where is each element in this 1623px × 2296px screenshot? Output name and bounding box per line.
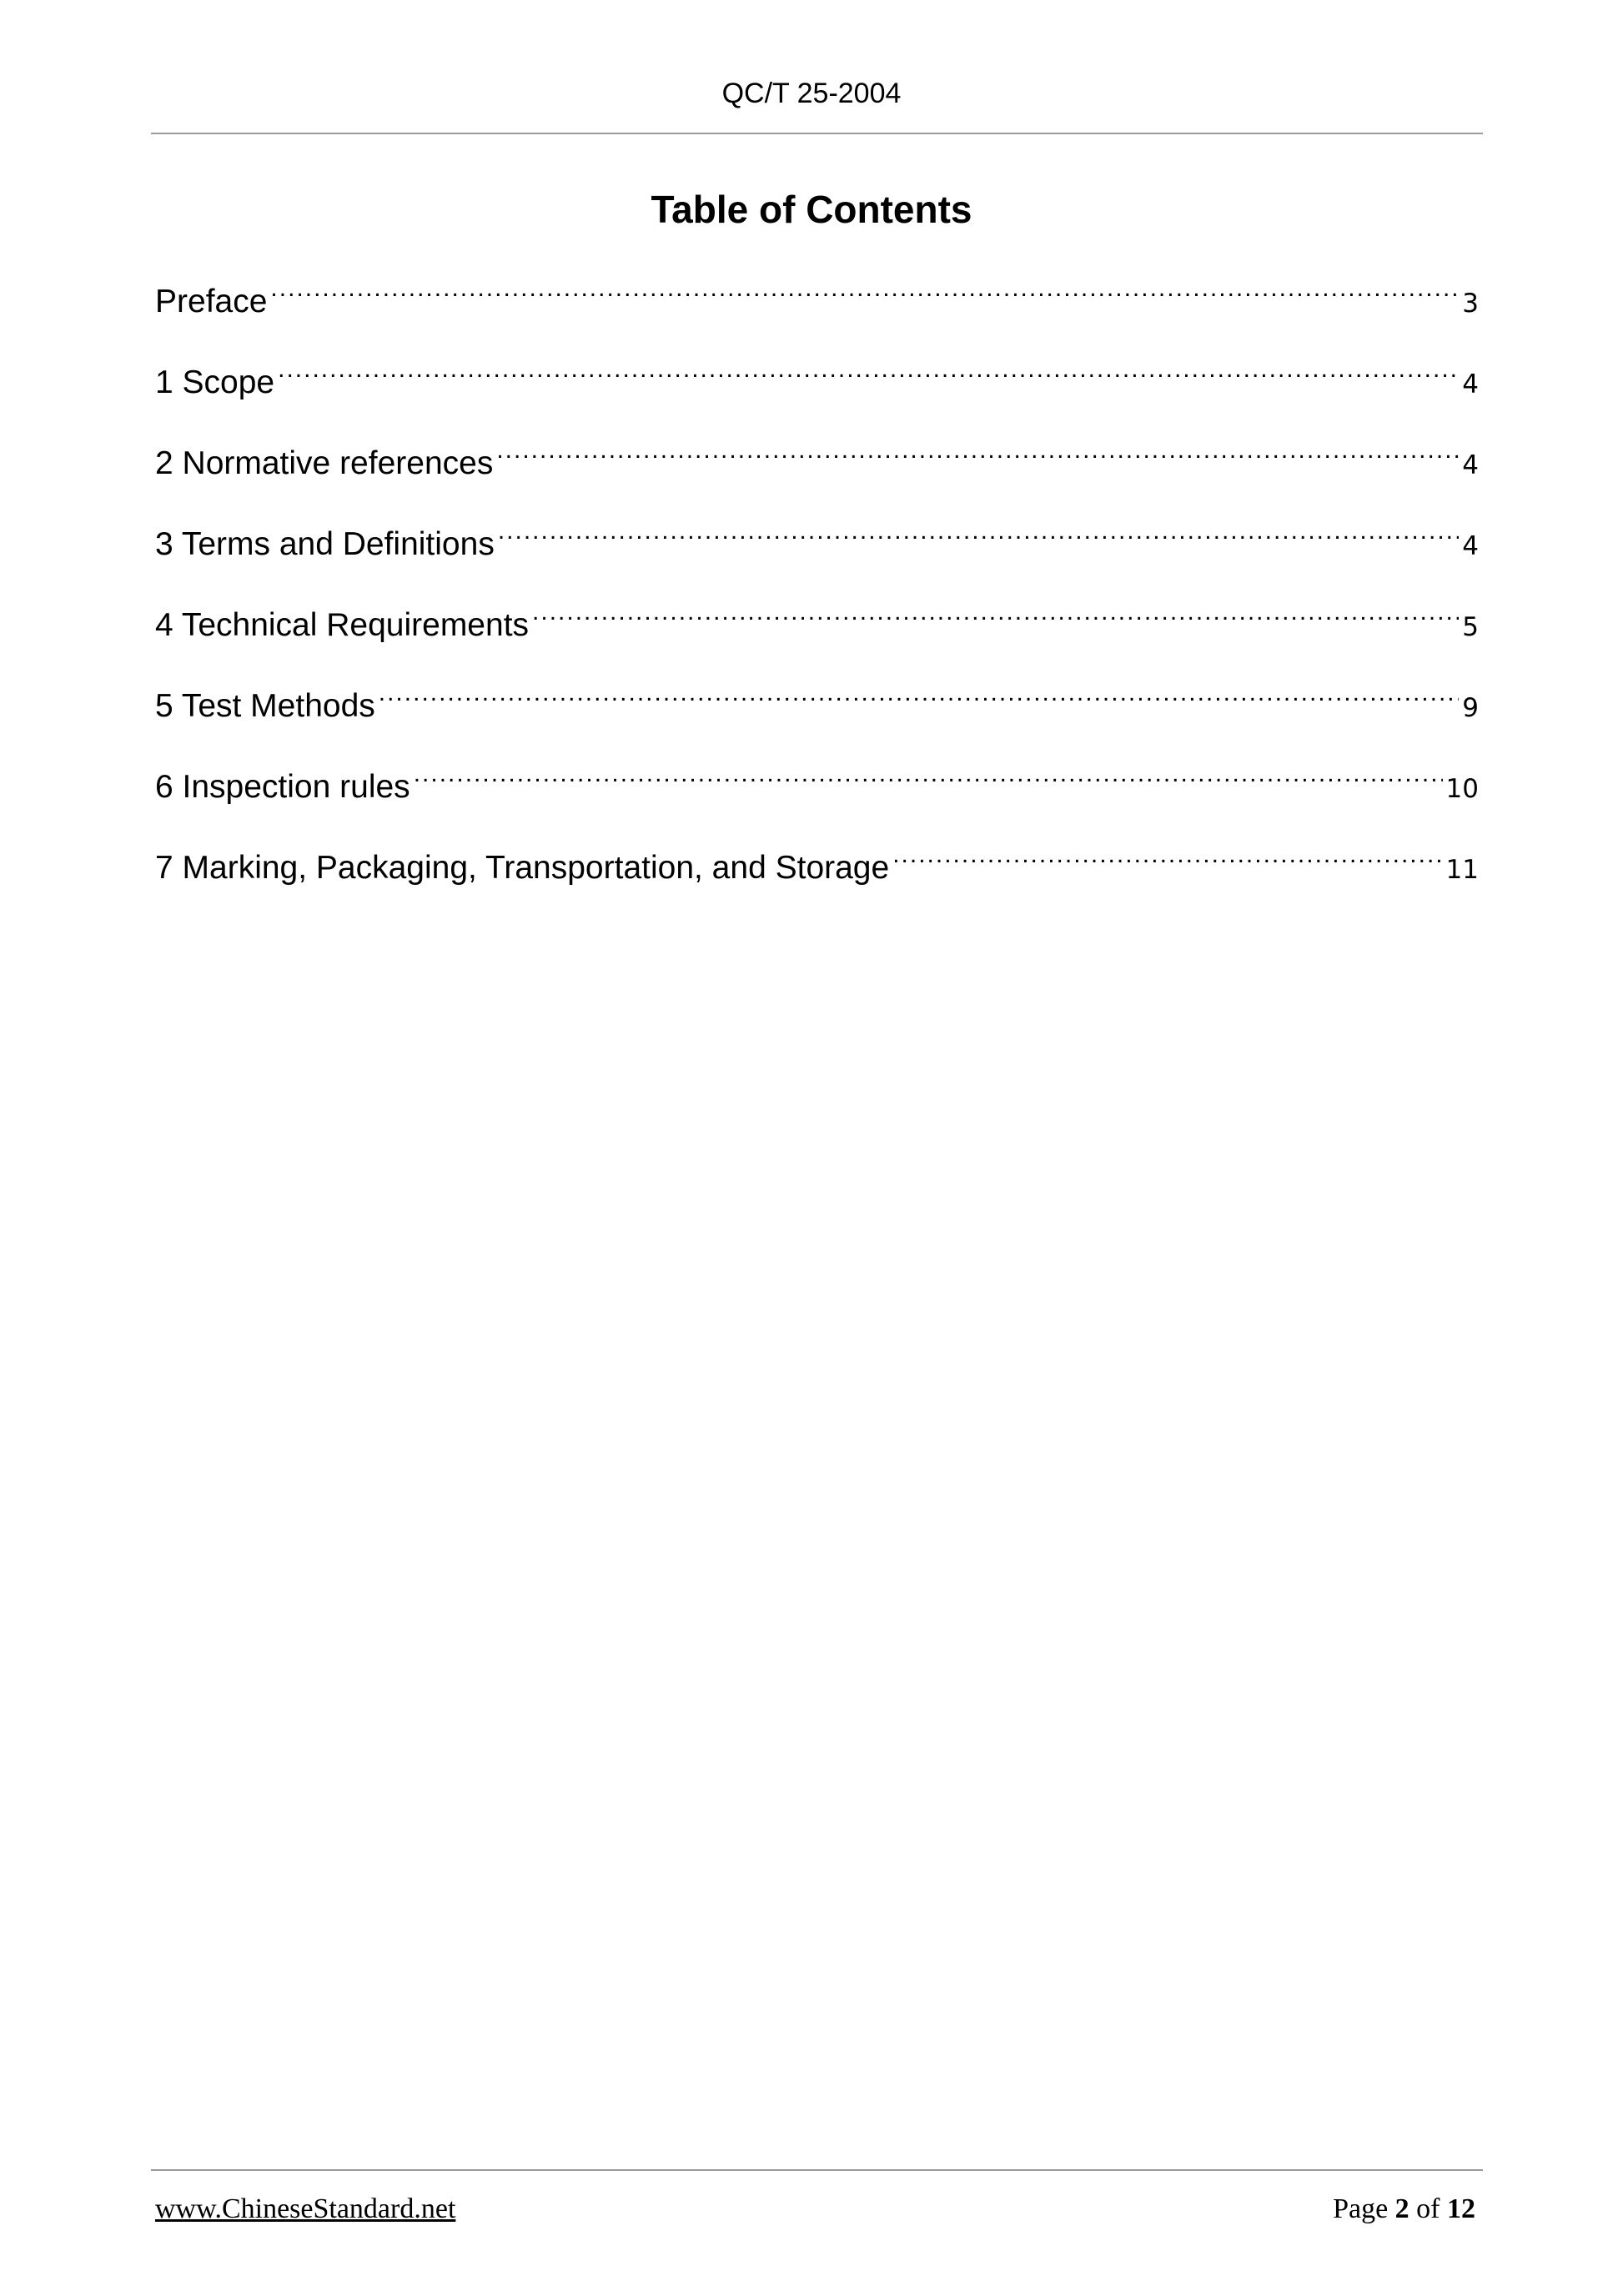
toc-entry-label: 1 Scope [155, 364, 275, 400]
toc-dot-leader [270, 279, 1459, 312]
toc-heading: Table of Contents [651, 188, 972, 231]
footer-divider [151, 2169, 1483, 2171]
toc-entry-inspection-rules[interactable] [155, 764, 1479, 845]
toc-entry-label: 4 Technical Requirements [155, 607, 530, 643]
toc-dot-leader [278, 359, 1459, 393]
toc-entry-terms-and-definitions[interactable] [155, 521, 1479, 602]
page-of: of [1416, 2193, 1440, 2224]
toc-entry-normative-references[interactable] [155, 440, 1479, 521]
toc-entry-page: 4 [1462, 369, 1479, 399]
toc-list [155, 279, 1479, 926]
toc-dot-leader [892, 845, 1442, 878]
toc-entry-technical-requirements[interactable] [155, 602, 1479, 683]
toc-dot-leader [379, 683, 1460, 716]
toc-entry-page: 4 [1462, 531, 1479, 561]
page-prefix: Page [1333, 2193, 1389, 2224]
toc-entry-label: 6 Inspection rules [155, 769, 410, 805]
toc-dot-leader [414, 764, 1443, 797]
toc-entry-label: 3 Terms and Definitions [155, 526, 495, 562]
toc-entry-page: 11 [1445, 855, 1479, 885]
toc-entry-test-methods[interactable] [155, 683, 1479, 764]
toc-entry-page: 4 [1462, 450, 1479, 480]
toc-entry-preface[interactable] [155, 279, 1479, 359]
toc-entry-page: 3 [1462, 289, 1479, 319]
toc-entry-page: 10 [1445, 774, 1479, 804]
toc-entry-scope[interactable] [155, 359, 1479, 440]
toc-entry-page: 5 [1462, 612, 1479, 642]
toc-dot-leader [532, 602, 1459, 636]
toc-dot-leader [498, 521, 1459, 555]
document-id-header: QC/T 25-2004 [721, 78, 902, 109]
page-current: 2 [1394, 2193, 1409, 2224]
toc-entry-page: 9 [1462, 693, 1479, 723]
header-divider [151, 133, 1483, 134]
toc-entry-label: 5 Test Methods [155, 688, 375, 724]
page-number [1333, 2192, 1475, 2227]
toc-entry-label: Preface [155, 284, 268, 319]
website-link[interactable]: www.ChineseStandard.net [155, 2193, 456, 2224]
toc-entry-label: 7 Marking, Packaging, Transportation, and Storage [155, 850, 890, 886]
toc-entry-label: 2 Normative references [155, 445, 494, 481]
toc-dot-leader [496, 440, 1459, 474]
toc-entry-marking-packaging[interactable] [155, 845, 1479, 926]
page-total: 12 [1447, 2193, 1475, 2224]
